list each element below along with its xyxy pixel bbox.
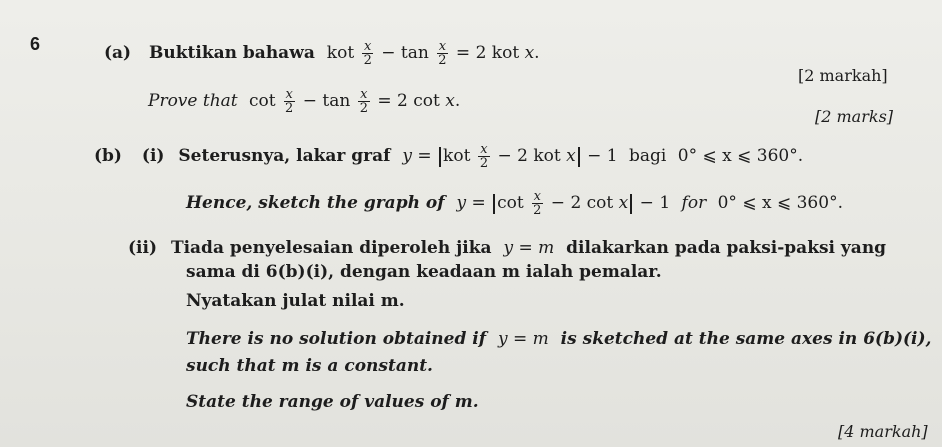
part-b-i-english-line [186, 190, 843, 217]
part-b-sub-i-label: (i) [141, 146, 165, 166]
part-b-ii-malay-line3: Nyatakan julat nilai m. [186, 291, 405, 311]
part-b-i-malay-line [94, 143, 803, 170]
part-b-ii-malay-line1: (ii) Tiada penyelesaian diperoleh jika y = m dilakarkan pada paksi-paksi yang [128, 238, 887, 258]
part-a-malay-marks: [2 markah] [798, 66, 888, 85]
part-b-ii-malay-line2: sama di 6(b)(i), dengan keadaan m ialah pemalar. [186, 262, 662, 282]
part-a-malay-line [104, 40, 540, 67]
part-a-english-marks: [2 marks] [815, 107, 894, 126]
part-b-i-malay-expr: y = kot $\frac{x}{2}$ − 2 kot x − 1 bagi 0° ⩽ x ⩽ 360°. [402, 142, 804, 171]
part-a-malay-text: Buktikan bahawa [149, 43, 315, 63]
part-b-i-english-text: Hence, sketch the graph of [186, 193, 445, 213]
part-b-i-malay-text: Seterusnya, lakar graf [178, 146, 391, 166]
part-b-ii-english-line2: such that m is a constant. [186, 356, 433, 376]
part-a-english-expr: cot $\frac{x}{2}$ − tan $\frac{x}{2}$ = 2 cot x. [249, 87, 461, 116]
part-b-sub-ii-label: (ii) [128, 238, 158, 258]
part-a-label: (a) [104, 43, 132, 63]
part-a-malay-expr: kot $\frac{x}{2}$ − tan $\frac{x}{2}$ = 2 kot x. [326, 39, 540, 68]
part-b-ii-english-line3: State the range of values of m. [186, 392, 479, 412]
part-a-english-line [148, 88, 460, 115]
part-b-ii-english-line1: There is no solution obtained if y = m is sketched at the same axes in 6(b)(i), [186, 329, 932, 349]
part-b-i-english-expr: y = cot $\frac{x}{2}$ − 2 cot x − 1 for 0° ⩽ x ⩽ 360°. [456, 189, 843, 218]
part-a-english-text: Prove that [148, 91, 238, 111]
part-b-marks: [4 markah] [838, 422, 928, 441]
part-b-label: (b) [94, 146, 122, 166]
question-number: 6 [30, 34, 41, 54]
